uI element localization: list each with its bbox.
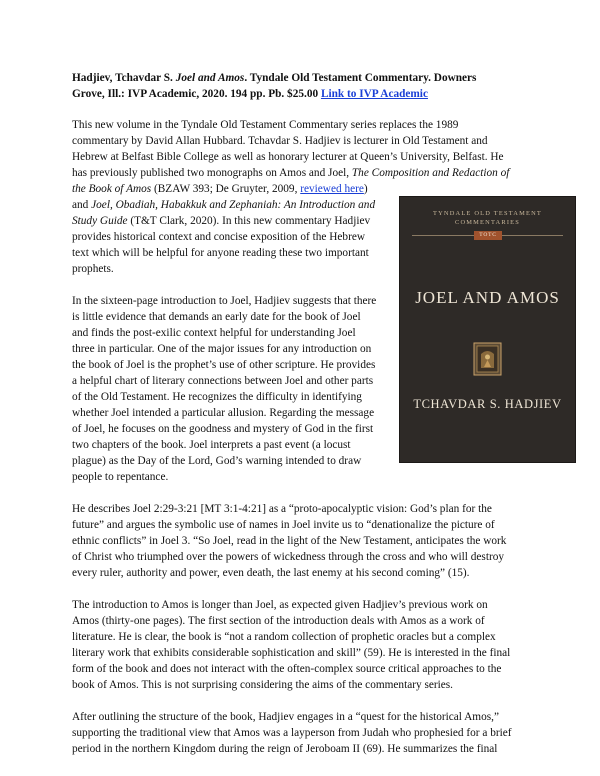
p1-book-title: Joel, Obadiah, Habakkuk and Zephaniah: An Introduction and	[91, 199, 376, 211]
ivp-academic-link[interactable]: Link to IVP Academic	[320, 88, 428, 100]
citation-line-1	[72, 70, 476, 86]
p4-line: literature. He is clear, the book is “not a random collection of prophetic oracles but a complex	[72, 631, 496, 643]
p1-line	[72, 181, 368, 197]
p2-line: and finds the post-exilic context helpful for understanding Joel	[72, 327, 356, 339]
p3-line: He describes Joel 2:29-3:21 [MT 3:1-4:21] as a “proto-apocalyptic vision: God’s plan for the	[72, 503, 492, 515]
p2-line: whether Joel intended a particular allusion. Regarding the message	[72, 407, 375, 419]
p3-line: of Christ who triumphed over the powers of wickedness through the cross and who will destroy	[72, 551, 505, 563]
book-cover-image	[399, 196, 576, 463]
p1-text: has previously published two monographs on Amos and Joel,	[72, 167, 352, 179]
p1-book-title: the Book of Amos	[72, 183, 152, 195]
p2-line: of the Old Testament. He recognizes the difficulty in identifying	[72, 391, 362, 403]
citation-series: . Tyndale Old Testament Commentary. Downers	[244, 72, 477, 84]
p3-line: ethnic conflicts” in Joel 3. “So Joel, read in the light of the New Testament, anticipates the work	[72, 535, 507, 547]
p5-line: period in the northern Kingdom during the reign of Jeroboam II (69). He summarizes the final	[72, 743, 498, 755]
cover-totc-badge: TOTC	[474, 231, 502, 240]
p2-line: of Joel, he focuses on the goodness and mystery of God in the first	[72, 423, 374, 435]
p2-line: In the sixteen-page introduction to Joel, Hadjiev suggests that there	[72, 295, 377, 307]
p4-line: The introduction to Amos is longer than Joel, as expected given Hadjiev’s previous work on	[72, 599, 488, 611]
p1-book-title: Study Guide	[72, 215, 128, 227]
p1-text: (T&T Clark, 2020). In this new commentary Hadjiev	[127, 215, 371, 227]
cover-emblem-icon	[473, 342, 502, 376]
p1-text: )	[363, 183, 368, 195]
p2-line: people to repentance.	[72, 471, 169, 483]
cover-author: TCHAVDAR S. HADJIEV	[413, 397, 562, 411]
p4-line: Amos (thirty-one pages). The first section of the introduction deals with Amos as a work of	[72, 615, 485, 627]
p2-line: a helpful chart of literary connections between Joel and other parts	[72, 375, 374, 387]
p5-line: supporting the traditional view that Amos was a layperson from Judah who prophesied for a brief	[72, 727, 512, 739]
p1-line	[72, 197, 375, 213]
p1-text: (BZAW 393; De Gruyter, 2009,	[151, 183, 301, 195]
p5-line: After outlining the structure of the book, Hadjiev engages in a “quest for the historical Amos,”	[72, 711, 499, 723]
p1-text: and	[72, 199, 92, 211]
p4-line: literary work that exhibits considerable sophistication and skill” (59). He is interested in the final	[72, 647, 511, 659]
p1-line	[72, 213, 370, 229]
p1-book-title: The Composition and Redaction of	[351, 167, 510, 179]
p1-line: commentary by David Allan Hubbard. Tchavdar S. Hadjiev is lecturer in Old Testament and	[72, 135, 488, 147]
cover-series-line: TYNDALE OLD TESTAMENT	[432, 210, 543, 217]
p1-line: prophets.	[72, 263, 114, 275]
p1-line	[72, 165, 509, 181]
p2-line: the book of Joel is the prophet’s use of other scripture. He provides	[72, 359, 376, 371]
citation-title: Joel and Amos	[175, 72, 245, 84]
p1-line: text which will be helpful for anyone reading these two important	[72, 247, 369, 259]
cover-series-title	[400, 210, 575, 227]
cover-series-line: COMMENTARIES	[454, 218, 521, 226]
p2-line: is little evidence that demands an early date for the book of Joel	[72, 311, 361, 323]
p2-line: two chapters of the book. Joel interprets a past event (a locust	[72, 439, 351, 451]
reviewed-here-link[interactable]: reviewed here	[300, 183, 364, 195]
citation-line-2	[72, 86, 428, 102]
p2-line: plague) as the Day of the Lord, God’s warning intended to draw	[72, 455, 362, 467]
p1-line: Hebrew at Belfast Bible College as well as honorary lecturer at Queen’s University, Belfast. He	[72, 151, 504, 163]
p4-line: book of Amos. This is not surprising considering the aims of the commentary series.	[72, 679, 454, 691]
p3-line: future” and argues the symbolic use of names in Joel invite us to “denationalize the picture of	[72, 519, 495, 531]
cover-title: JOEL AND AMOS	[415, 288, 560, 307]
p2-line: three in particular. One of the major issues for any introduction on	[72, 343, 372, 355]
p1-line: provides historical context and concise exposition of the Hebrew	[72, 231, 366, 243]
p3-line: every ruler, authority and power, even death, the last enemy at his second coming” (15).	[72, 567, 470, 579]
citation-publisher: Grove, Ill.: IVP Academic, 2020. 194 pp. Pb. $25.00	[72, 88, 321, 100]
p4-line: form of the book and does not interact with the often-complex source critical approaches to the	[72, 663, 502, 675]
p1-line: This new volume in the Tyndale Old Testament Commentary series replaces the 1989	[72, 119, 459, 131]
citation-author: Hadjiev, Tchavdar S.	[72, 72, 176, 84]
